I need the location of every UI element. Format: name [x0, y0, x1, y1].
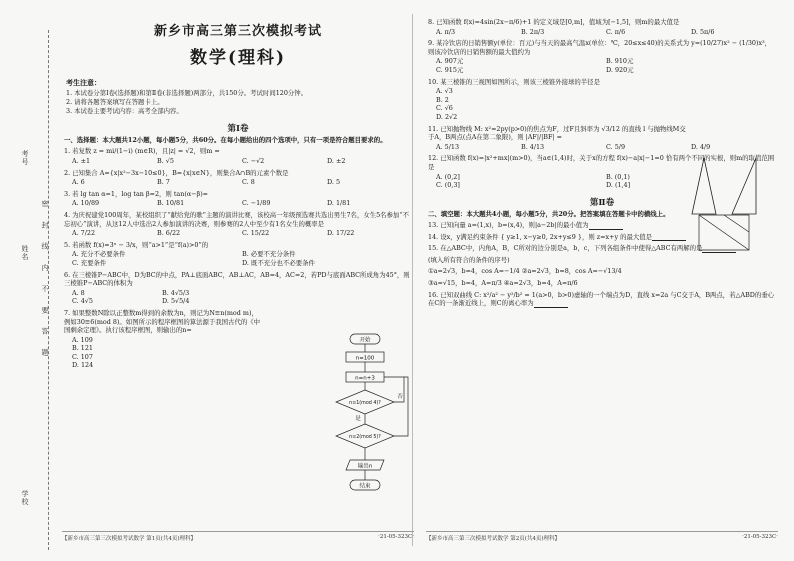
fill-question-text: ③a=√15，b=4，A=π/3 ④a=2√3，b=4，A=π/6: [428, 279, 578, 288]
answer-option[interactable]: D. (1,4]: [606, 181, 631, 190]
fill-question-text: 15. 在△ABC中，内角A，B，C所对的边分别是a，b，c，下列各组条件中使得△ABC有两解的是: [428, 244, 703, 253]
answer-option[interactable]: A. π/3: [436, 27, 456, 36]
answer-option[interactable]: B. 2π/3: [521, 27, 545, 36]
question-stem: 10. 某三棱锥的三视图如图所示，则该三棱锥外接球的半径是: [428, 77, 600, 86]
footer-code: ·21-05-323C·: [742, 534, 778, 540]
fill-question: [428, 291, 776, 308]
answer-option[interactable]: A. 10/89: [72, 199, 100, 208]
fill-question-text: 14. 设x，y满足约束条件 { y≥1, x−y≥0, 2x+y≤9 }，则 z=x+y 的最大值是: [428, 232, 653, 241]
answer-option[interactable]: C. 4√5: [72, 297, 93, 306]
answer-option[interactable]: D. 124: [72, 361, 94, 370]
answer-option[interactable]: C. 107: [72, 352, 93, 361]
answer-option[interactable]: C. π/6: [606, 27, 626, 36]
answer-blank[interactable]: [589, 223, 623, 230]
flow-start-label: 开始: [359, 337, 371, 344]
fill-question-text: 16. 已知双曲线 C: x²/a² − y²/b² = 1(a>0，b>0)虚轴的一个端点为D，直线 x=2a 与C交于A，B两点，若△ABD的垂心在C的一条渐近线上，则C的离心率为: [428, 290, 775, 308]
left-footer: [62, 531, 414, 542]
answer-option[interactable]: A. 5/13: [436, 142, 460, 151]
answer-option[interactable]: D. 1/81: [327, 199, 351, 208]
answer-option[interactable]: D. 5: [327, 178, 341, 187]
footer-page-info: 【新乡市高三第三次模拟考试数学 第2页(共4页)理科】: [426, 536, 561, 542]
question-stem: 7. 如果整数N除以正整数m得到的余数为n，则记为N≡n(mod m)，例如30≡6(mod 8)。如图所示的程序框图的算法源于我国古代的《中国剩余定理》。执行该程序框图，则输出的n=: [64, 308, 261, 335]
flow-step-label: n=n+3: [355, 375, 375, 382]
flow-output-label: 输出n: [357, 463, 373, 470]
fill-question-text: (填入所有符合的条件的序号): [428, 255, 510, 264]
answer-option[interactable]: B. 10/81: [157, 199, 185, 208]
answer-option[interactable]: A. (0,2]: [436, 172, 460, 181]
flow-cond2-label: n≡2(mod 5)?: [349, 435, 381, 440]
question-stem: 1. 若复数 z = mi/(1−i) (m∈R)，且|z| = √2，则m =: [64, 147, 220, 156]
fill-question: [428, 267, 776, 276]
section-2-instructions: 二、填空题：本大题共4小题，每小题5分，共20分。把答案填在答题卡中的横线上。: [428, 209, 670, 218]
front-view-triangle: [692, 158, 716, 214]
answer-options: [72, 336, 252, 370]
answer-option[interactable]: B. 2: [436, 95, 449, 104]
answer-option[interactable]: A. 907元: [436, 57, 464, 66]
answer-option[interactable]: C. −√2: [242, 157, 265, 165]
answer-option[interactable]: C. 充要条件: [72, 258, 107, 267]
answer-option[interactable]: A. 6: [72, 178, 85, 187]
answer-options: [72, 199, 412, 208]
section-1-instructions: 一、选择题：本大题共12小题，每小题5分，共60分。在每小题给出的四个选项中，只有一项是符合题目要求的。: [64, 136, 387, 144]
fill-question: [428, 279, 776, 288]
answer-option[interactable]: C. √6: [436, 104, 453, 113]
answer-options: [436, 87, 636, 121]
question-stem: 6. 在三棱锥P−ABC中，D为BC的中点，PA⊥底面ABC，AB⊥AC，AB=4，AC=2，若PD与底面ABC所成角为45°，则三棱锥P−ABC的体积为: [64, 270, 410, 288]
binding-margin: [0, 0, 64, 561]
seal-line-text: 密 封 线 内 不 要 答 题: [41, 200, 49, 362]
q11-figure: [694, 210, 764, 258]
flow-yes-label: 是: [355, 416, 361, 422]
flowchart-figure: [320, 332, 412, 532]
answer-blank[interactable]: [652, 234, 686, 241]
flow-no-label: 否: [397, 394, 403, 400]
answer-options: [436, 57, 776, 74]
answer-option[interactable]: B. 121: [72, 344, 93, 353]
answer-option[interactable]: C. 915元: [436, 65, 464, 74]
answer-option[interactable]: C. 15/22: [242, 229, 270, 238]
exam-title: 新乡市高三第三次模拟考试: [153, 24, 322, 39]
answer-options: [72, 229, 412, 238]
answer-option[interactable]: B. 4/13: [521, 142, 545, 151]
answer-option[interactable]: D. 5π/6: [691, 27, 715, 36]
answer-option[interactable]: A. ±1: [72, 157, 91, 165]
answer-option[interactable]: C. (0,3]: [436, 181, 460, 190]
answer-option[interactable]: D. 既不充分也不必要条件: [242, 258, 315, 267]
answer-options: [72, 178, 412, 187]
answer-option[interactable]: B. (0,1): [606, 172, 630, 181]
section-1-heading: 第Ⅰ卷: [227, 124, 249, 134]
question-stem: 4. 为庆祝建党100周年，某校组织了“献给党的歌”主题的演讲比赛，该校高一年级预选赛共选出男生7名，女生5名参加“不忘初心”演讲，从这12人中选出2人参加演讲的决赛，则参赛的2人中至少有1名女生的概率是: [64, 210, 410, 228]
fill-question-text: ①a=2√3，b=4，cos A=−1/4 ②a=2√3，b=8，cos A=−√13/4: [428, 267, 622, 276]
answer-option[interactable]: B. √5: [157, 157, 174, 165]
question-stem: 5. 若函数 f(x)=3ˣ − 3/x，则“a>1”是“f(a)>0”的: [64, 240, 209, 249]
answer-option[interactable]: B. 910元: [606, 57, 634, 66]
binding-label-examno: 考号: [21, 150, 29, 166]
answer-option[interactable]: A. √3: [436, 87, 453, 96]
footer-page-info: 【新乡市高三第三次模拟考试数学 第1页(共4页)理科】: [62, 536, 197, 542]
answer-option[interactable]: B. 7: [157, 178, 170, 187]
note-item: 1. 本试卷分第Ⅰ卷(选择题)和第Ⅱ卷(非选择题)两部分，共150分。考试时间120分钟。: [66, 89, 308, 97]
question-stem: 2. 已知集合 A={x|x²−3x−10≤0}，B={x|x∈N}，则集合A∩B的元素个数是: [64, 168, 289, 177]
answer-option[interactable]: D. 2√2: [436, 112, 458, 121]
answer-option[interactable]: C. −1/89: [242, 199, 271, 208]
answer-option[interactable]: C. 5/9: [606, 142, 626, 151]
flow-cond1-label: n≡1(mod 4)?: [349, 401, 381, 406]
question-stem: 12. 已知函数 f(x)=|x²+mx|(m>0)，当a∈(1,4)时，关于x的方程 f(x)−a|x|−1=0 恰有两个不同的实根，则m的取值范围是: [428, 154, 775, 171]
answer-option[interactable]: B. 6/22: [157, 229, 181, 238]
answer-option[interactable]: A. 109: [72, 335, 93, 344]
question-stem: 3. 若 lg tan α=1，log tan β=2，则 tan(α−β)=: [64, 189, 209, 198]
question-stem: 9. 某冷饮店的日销售额y(单位：百元)与当天的最高气温x(单位：℃，20≤x≤40)的关系式为 y=(10/27)x² − (1/30)x³，则该冷饮店的日销售额的最大值约为: [428, 39, 772, 56]
section-2-heading: 第Ⅱ卷: [589, 197, 615, 208]
answer-option[interactable]: A. 8: [72, 288, 85, 297]
answer-options: [436, 28, 776, 37]
answer-option[interactable]: D. ±2: [327, 157, 346, 165]
answer-option[interactable]: D. 920元: [606, 65, 634, 74]
notes-heading: 考生注意：: [66, 78, 101, 87]
note-item: 3. 本试卷主要考试内容：高考全部内容。: [66, 107, 183, 115]
note-item: 2. 请将各题答案填写在答题卡上。: [66, 98, 164, 106]
binding-label-school: 学校: [21, 490, 29, 506]
answer-options: [72, 250, 412, 267]
right-page: [426, 14, 778, 546]
answer-option[interactable]: D. 4/9: [691, 142, 711, 151]
answer-options: [72, 157, 412, 166]
candidate-notes: [66, 78, 410, 116]
side-view-triangle: [732, 158, 756, 214]
exam-subject: 数学(理科): [189, 48, 287, 68]
answer-options: [72, 289, 252, 306]
flow-init-label: n=100: [355, 355, 375, 362]
answer-option[interactable]: B. 必要不充分条件: [242, 250, 296, 259]
question-stem: 11. 已知抛物线 M: x²=2py(p>0)的焦点为F，过F且斜率为 √3/12 的直线 l 与抛物线M交于A，B两点(点A在第二象限)，则 |AF|/|BF| =: [428, 124, 686, 142]
question-stem: 8. 已知函数 f(x)=4sin(2x−π/6)+1 的定义域是[0,m]，值域为[−1,5]，则m的最大值是: [428, 18, 680, 26]
right-footer: [426, 531, 778, 542]
answer-option[interactable]: B. 4√5/3: [162, 288, 190, 297]
answer-option[interactable]: A. 充分不必要条件: [72, 250, 126, 259]
answer-option[interactable]: D. 5√5/4: [162, 297, 190, 306]
answer-option[interactable]: D. 17/22: [327, 229, 355, 238]
flow-end-label: 结束: [359, 483, 371, 490]
answer-blank[interactable]: [534, 301, 568, 308]
answer-option[interactable]: C. 8: [242, 178, 255, 187]
left-page: [62, 14, 414, 546]
fill-question-text: 13. 已知向量 a=(1,x)，b=(x,4)，则|a−2b|的最小值为: [428, 221, 589, 230]
footer-code: ·21-05-323C·: [378, 534, 414, 540]
seal-dotted-line: [48, 30, 49, 550]
answer-option[interactable]: A. 7/22: [72, 229, 96, 238]
binding-label-name: 姓名: [21, 245, 29, 261]
